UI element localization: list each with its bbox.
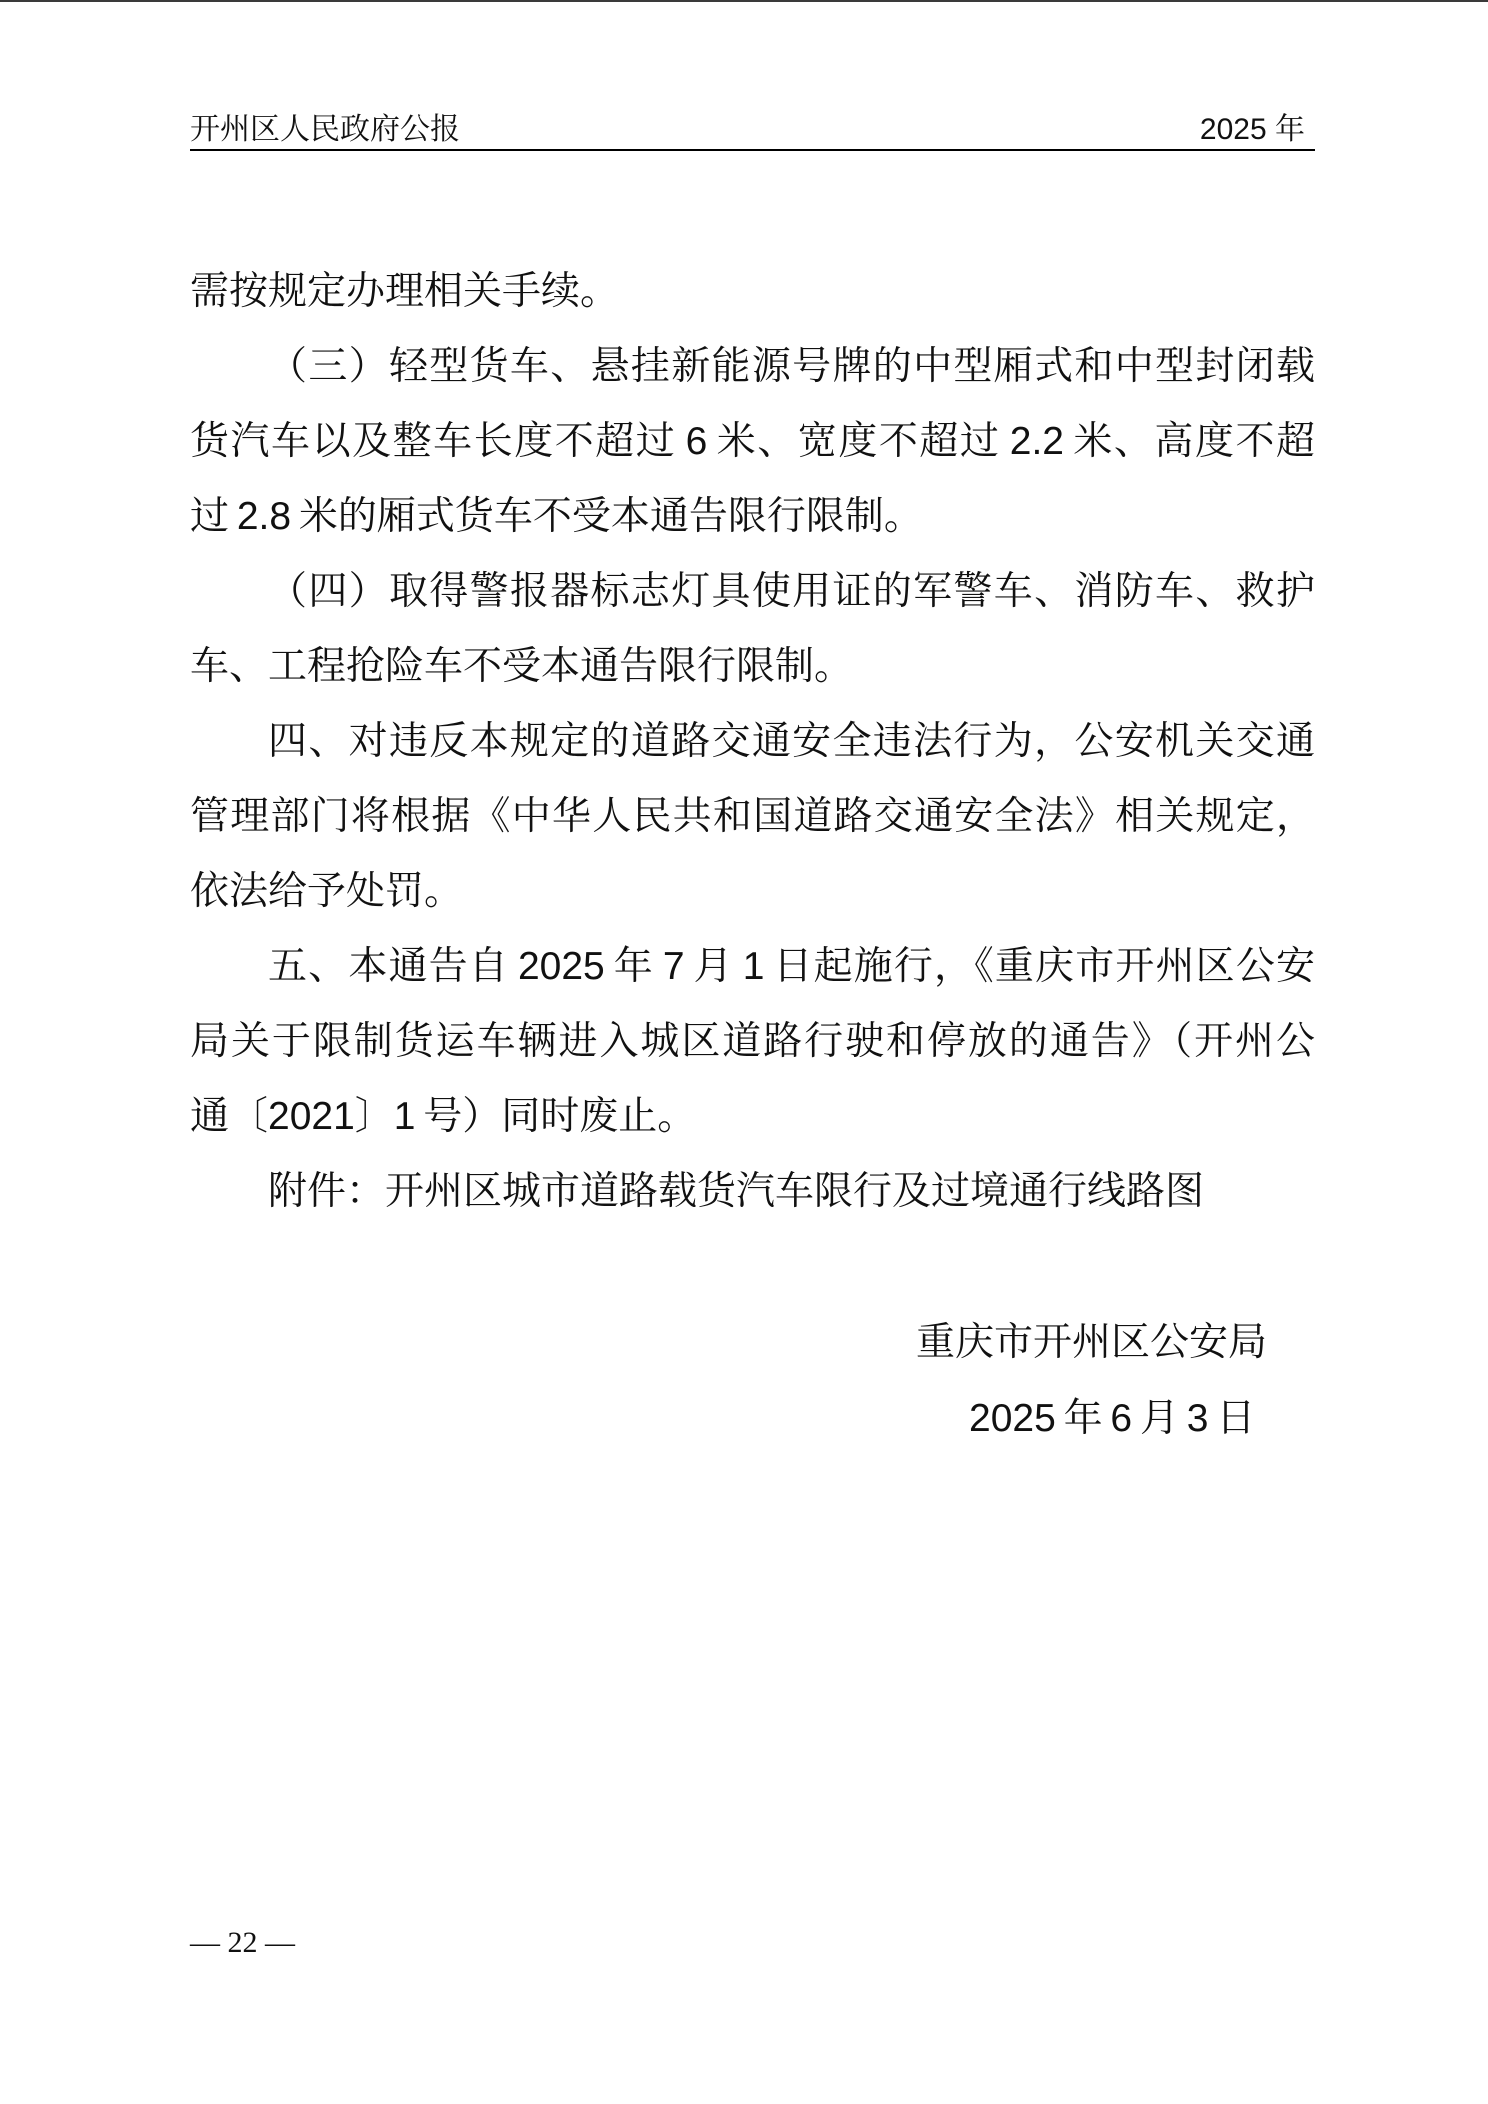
text-line: （三）轻型货车、悬挂新能源号牌的中型厢式和中型封闭载 — [268, 345, 1315, 388]
gazette-year: 2025 年 — [1199, 113, 1305, 146]
text-line: 四、对违反本规定的道路交通安全违法行为，公安机关交通 — [268, 720, 1315, 763]
attachment-paragraph — [190, 1154, 1315, 1229]
text-line: 依法给予处罚。 — [190, 870, 464, 913]
text-line: 五、本通告自 2025 年 7 月 1 日起施行，《重庆市开州区公安 — [268, 945, 1315, 988]
text-line: 管理部门将根据《中华人民共和国道路交通安全法》相关规定， — [190, 795, 1315, 838]
gazette-title: 开州区人民政府公报 — [190, 113, 460, 146]
paragraph-section-5 — [190, 929, 1315, 1154]
signature-date: 2025 年 6 月 3 日 — [969, 1397, 1256, 1440]
paragraph-item-4 — [190, 554, 1315, 704]
text-line: 车、工程抢险车不受本通告限行限制。 — [190, 645, 854, 688]
page-edge — [0, 0, 1488, 2]
text-line: 需按规定办理相关手续。 — [190, 270, 620, 313]
text-line: 过 2.8 米的厢式货车不受本通告限行限制。 — [190, 495, 923, 538]
paragraph-section-4 — [190, 704, 1315, 929]
paragraph-continuation — [190, 254, 1315, 329]
header-rule — [190, 149, 1315, 151]
document-body — [190, 254, 1315, 1229]
page-number: — 22 — — [190, 1926, 295, 1959]
attachment-line: 附件：开州区城市道路载货汽车限行及过境通行线路图 — [268, 1170, 1205, 1213]
text-line: 货汽车以及整车长度不超过 6 米、宽度不超过 2.2 米、高度不超 — [190, 420, 1315, 463]
text-line: 局关于限制货运车辆进入城区道路行驶和停放的通告》（开州公 — [190, 1020, 1315, 1063]
signature-organization: 重庆市开州区公安局 — [916, 1321, 1268, 1364]
text-line: （四）取得警报器标志灯具使用证的军警车、消防车、救护 — [268, 570, 1315, 613]
paragraph-item-3 — [190, 329, 1315, 554]
text-line: 通〔2021〕1 号）同时废止。 — [190, 1095, 697, 1138]
